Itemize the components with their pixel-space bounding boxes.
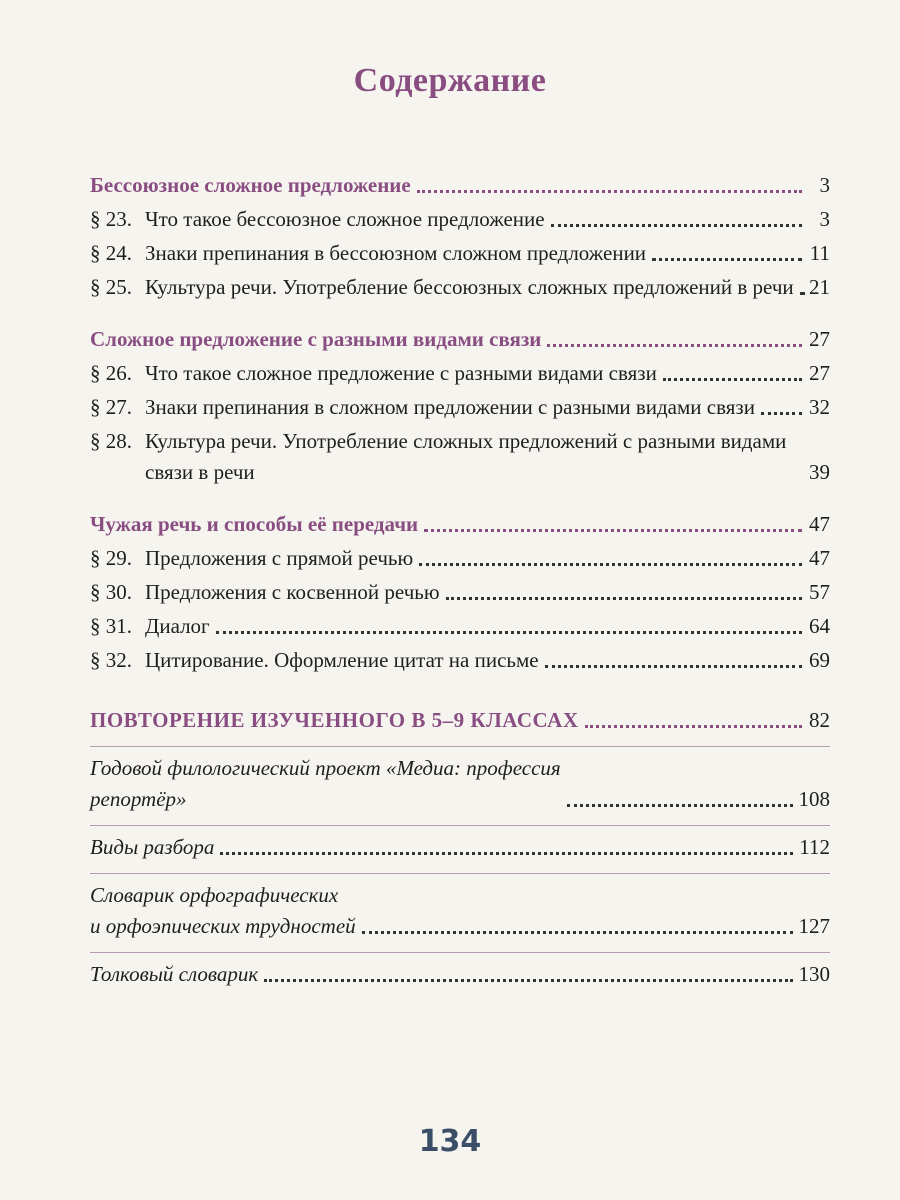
paragraph-number: § 31. bbox=[90, 614, 132, 638]
page-ref: 39 bbox=[809, 460, 830, 484]
page-ref: 127 bbox=[798, 914, 830, 938]
toc-section[interactable] bbox=[90, 170, 830, 201]
section-title: Бессоюзное сложное предложение bbox=[90, 173, 411, 197]
paragraph-number: § 28. bbox=[90, 429, 132, 453]
page-ref: 32 bbox=[809, 395, 830, 419]
page-ref: 64 bbox=[809, 614, 830, 638]
dot-leader bbox=[551, 224, 802, 227]
toc-item[interactable] bbox=[90, 272, 830, 303]
appendix-title: Виды разбора bbox=[90, 835, 215, 859]
dot-leader bbox=[800, 292, 802, 295]
section-title: Сложное предложение с разными видами связи bbox=[90, 327, 542, 351]
appendix-title: и орфоэпических трудностей bbox=[90, 914, 356, 938]
appendix-title: Годовой филологический проект «Медиа: профессия bbox=[90, 756, 561, 780]
dot-leader bbox=[417, 190, 802, 193]
dot-leader bbox=[585, 725, 803, 728]
dot-leader bbox=[663, 378, 802, 381]
table-of-contents bbox=[90, 170, 830, 993]
page-number: 134 bbox=[418, 1124, 482, 1159]
toc-appendix-item[interactable] bbox=[90, 753, 830, 815]
item-title: Что такое бессоюзное сложное предложение bbox=[145, 207, 545, 231]
item-title: видами связи bbox=[537, 361, 657, 385]
page-ref: 27 bbox=[809, 361, 830, 385]
page-ref: 3 bbox=[819, 207, 830, 231]
paragraph-number: § 24. bbox=[90, 241, 132, 265]
paragraph-number: § 30. bbox=[90, 580, 132, 604]
paragraph-number: § 26. bbox=[90, 361, 132, 385]
dot-leader bbox=[424, 529, 802, 532]
item-title: Цитирование. Оформление цитат на письме bbox=[145, 648, 539, 672]
item-title: Культура речи. Употребление сложных bbox=[145, 429, 494, 453]
dot-leader bbox=[446, 597, 802, 600]
page-ref: 3 bbox=[819, 173, 830, 197]
toc-item[interactable] bbox=[90, 577, 830, 608]
section-title: Чужая речь и способы её передачи bbox=[90, 512, 419, 536]
page-ref: 21 bbox=[809, 275, 830, 299]
page-ref: 130 bbox=[798, 962, 830, 986]
dot-leader bbox=[264, 979, 792, 982]
paragraph-number: § 25. bbox=[90, 275, 132, 299]
appendix-title: репортёр» bbox=[90, 787, 187, 811]
appendix-title: Толковый словарик bbox=[90, 962, 259, 986]
page-ref: 57 bbox=[809, 580, 830, 604]
toc-item[interactable] bbox=[90, 426, 830, 488]
page-ref: 47 bbox=[809, 512, 830, 536]
dot-leader bbox=[362, 931, 793, 934]
dot-leader bbox=[567, 804, 793, 807]
item-title: Что такое сложное предложение с разными bbox=[145, 361, 533, 385]
divider bbox=[90, 825, 830, 826]
toc-item[interactable] bbox=[90, 358, 830, 389]
divider bbox=[90, 746, 830, 747]
dot-leader bbox=[545, 665, 802, 668]
toc-appendix-item[interactable] bbox=[90, 880, 830, 942]
page-ref: 11 bbox=[809, 241, 830, 265]
page-title: Содержание bbox=[353, 62, 547, 99]
dot-leader bbox=[652, 258, 802, 261]
page-ref: 108 bbox=[798, 787, 830, 811]
toc-item[interactable] bbox=[90, 238, 830, 269]
paragraph-number: § 29. bbox=[90, 546, 132, 570]
toc-appendix-item[interactable] bbox=[90, 959, 830, 990]
dot-leader bbox=[220, 852, 793, 855]
paragraph-number: § 32. bbox=[90, 648, 132, 672]
paragraph-number: § 27. bbox=[90, 395, 132, 419]
page-ref: 47 bbox=[809, 546, 830, 570]
page-ref: 27 bbox=[809, 327, 830, 351]
dot-leader bbox=[547, 344, 802, 347]
divider bbox=[90, 873, 830, 874]
item-title: Культура речи. Употребление бессоюзных bbox=[145, 275, 523, 299]
toc-item[interactable] bbox=[90, 204, 830, 235]
item-title: в бессоюзном сложном предложении bbox=[314, 241, 647, 265]
dot-leader bbox=[761, 412, 802, 415]
item-title: Предложения с косвенной речью bbox=[145, 580, 440, 604]
toc-item[interactable] bbox=[90, 645, 830, 676]
divider bbox=[90, 952, 830, 953]
item-title: Знаки препинания в сложном предложении bbox=[145, 395, 533, 419]
toc-item[interactable] bbox=[90, 392, 830, 423]
dot-leader bbox=[216, 631, 802, 634]
toc-section[interactable] bbox=[90, 324, 830, 355]
item-title: Предложения с прямой речью bbox=[145, 546, 414, 570]
dot-leader bbox=[419, 563, 802, 566]
toc-review[interactable] bbox=[90, 705, 830, 736]
page-ref: 112 bbox=[799, 835, 830, 859]
review-title: ПОВТОРЕНИЕ ИЗУЧЕННОГО В 5–9 КЛАССАХ bbox=[90, 708, 579, 732]
page-ref: 82 bbox=[809, 708, 830, 732]
toc-item[interactable] bbox=[90, 543, 830, 574]
toc-section[interactable] bbox=[90, 509, 830, 540]
toc-item[interactable] bbox=[90, 611, 830, 642]
item-title: Знаки препинания bbox=[145, 241, 310, 265]
item-title: с разными видами связи bbox=[538, 395, 755, 419]
item-title: Диалог bbox=[145, 614, 210, 638]
item-title: предложений с разными видами связи в речи bbox=[145, 429, 787, 484]
appendix-title: Словарик орфографических bbox=[90, 883, 339, 907]
toc-appendix-item[interactable] bbox=[90, 832, 830, 863]
item-title: сложных предложений в речи bbox=[527, 275, 794, 299]
page-ref: 69 bbox=[809, 648, 830, 672]
paragraph-number: § 23. bbox=[90, 207, 132, 231]
